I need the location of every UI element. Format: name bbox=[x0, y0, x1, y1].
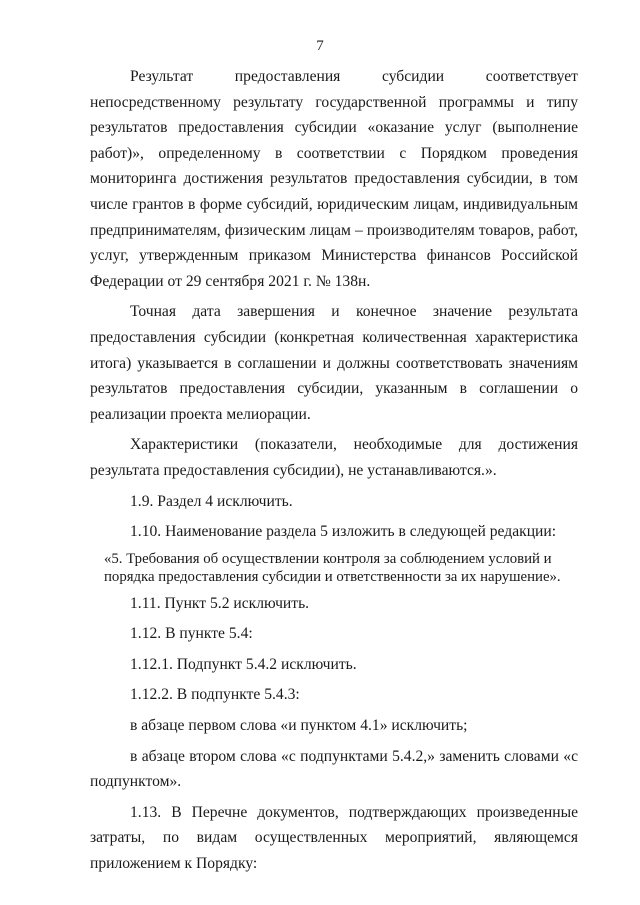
section-5-title-quote bbox=[90, 550, 578, 586]
paragraph-completion-date: Точная дата завершения и конечное значение результата предоставления субсидии (конкретная количественная характеристика итога) указывается в соглашении и должны соответствовать значениям результатов предоставления субсидии, указанным в соглашении о реализации проекта мелиорации. bbox=[90, 303, 578, 423]
paragraph-item-1-12-2: 1.12.2. В подпункте 5.4.3: bbox=[130, 686, 300, 704]
quote-line: порядка предоставления субсидии и ответственности за их нарушение». bbox=[104, 568, 561, 585]
page-number: 7 bbox=[316, 38, 324, 54]
paragraph-item-1-10: 1.10. Наименование раздела 5 изложить в следующей редакции: bbox=[130, 523, 557, 541]
quote-line: «5. Требования об осуществлении контроля за соблюдением условий и bbox=[104, 550, 552, 567]
paragraph-item-1-12-1: 1.12.1. Подпункт 5.4.2 исключить. bbox=[130, 655, 357, 673]
paragraph-item-1-11: 1.11. Пункт 5.2 исключить. bbox=[130, 594, 310, 612]
document-body bbox=[90, 64, 578, 877]
paragraph-item-1-13: 1.13. В Перечне документов, подтверждающих произведенные затраты, по видам осуществленных мероприятий, являющемся приложением к Порядку: bbox=[90, 803, 578, 873]
paragraph-subsidy-result: Результат предоставления субсидии соответствует непосредственному результату государственной программы и типу результатов предоставления субсидии «оказание услуг (выполнение работ)», определенному в соответствии с Порядком проведения мониторинга достижения результатов предоставления субсидии, в том числе грантов в форме субсидий, юридическим лицам, индивидуальным предпринимателям, физическим лицам – производителям товаров, работ, услуг, утвержденным приказом Министерства финансов Российской Федерации от 29 сентября 2021 г. № 138н. bbox=[90, 68, 578, 290]
paragraph-item-1-12: 1.12. В пункте 5.4: bbox=[130, 625, 253, 643]
paragraph-first-indent-change: в абзаце первом слова «и пунктом 4.1» исключить; bbox=[130, 717, 468, 735]
paragraph-item-1-9: 1.9. Раздел 4 исключить. bbox=[130, 492, 293, 510]
paragraph-characteristics: Характеристики (показатели, необходимые для достижения результата предоставления субсидии), не устанавливаются.». bbox=[90, 436, 578, 479]
paragraph-second-indent-change: в абзаце втором слова «с подпунктами 5.4.2,» заменить словами «с подпунктом». bbox=[90, 747, 578, 791]
